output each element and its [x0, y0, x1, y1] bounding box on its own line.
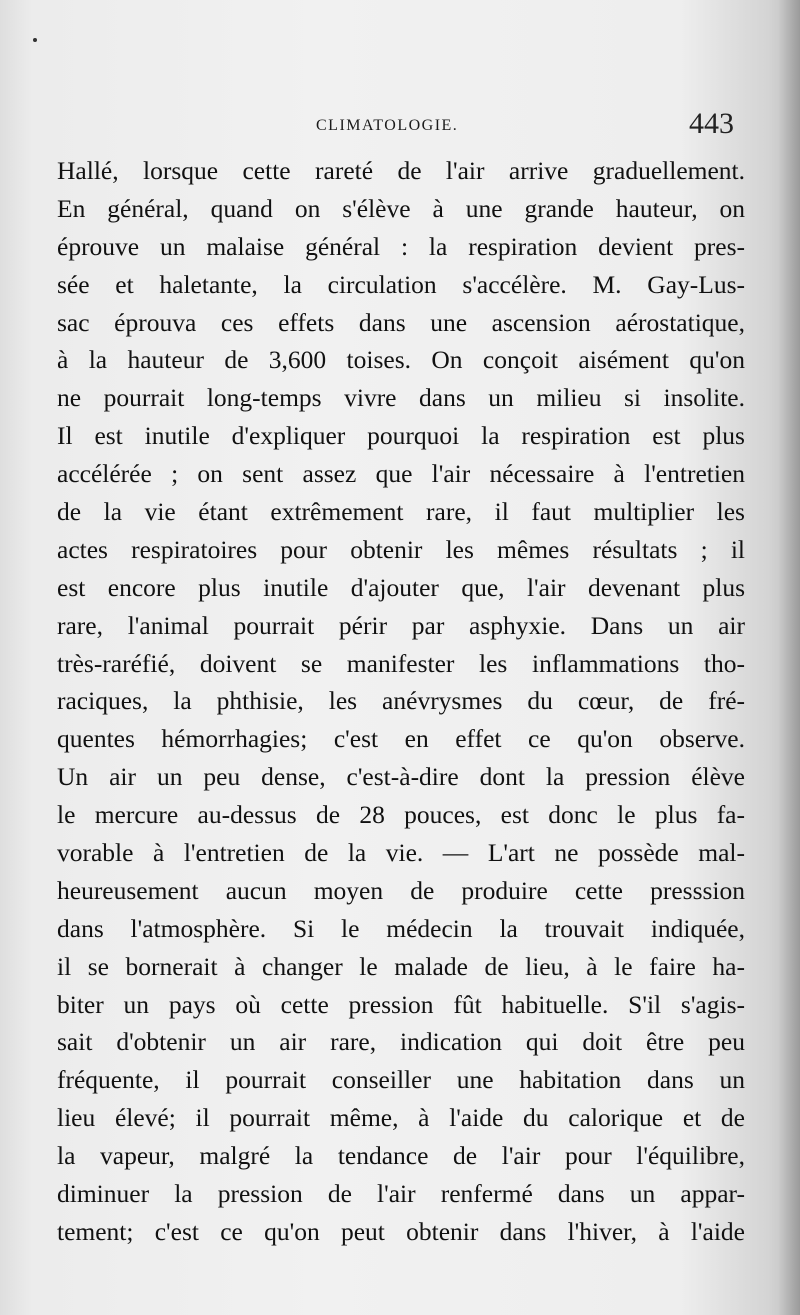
body-text	[57, 152, 745, 1251]
text-line: fréquente, il pourrait conseiller une habitation dans un	[57, 1065, 745, 1095]
text-line: quentes hémorrhagies; c'est en effet ce qu'on observe.	[57, 724, 745, 754]
text-line: le mercure au-dessus de 28 pouces, est donc le plus fa-	[57, 800, 745, 830]
text-line: il se bornerait à changer le malade de lieu, à le faire ha-	[57, 951, 745, 981]
text-line: actes respiratoires pour obtenir les mêmes résultats ; il	[57, 534, 745, 564]
text-line: éprouve un malaise général : la respiration devient pres-	[57, 231, 745, 261]
text-line: diminuer la pression de l'air renfermé dans un appar-	[57, 1179, 745, 1209]
text-line: à la hauteur de 3,600 toises. On conçoit aisément qu'on	[57, 345, 745, 375]
text-line: est encore plus inutile d'ajouter que, l'air devenant plus	[57, 572, 745, 602]
text-line: ne pourrait long-temps vivre dans un milieu si insolite.	[57, 383, 745, 413]
text-line: sait d'obtenir un air rare, indication qui doit être peu	[57, 1027, 745, 1057]
text-line: En général, quand on s'élève à une grande hauteur, on	[57, 193, 745, 223]
text-line: la vapeur, malgré la tendance de l'air pour l'équilibre,	[57, 1141, 745, 1171]
page-number: 443	[689, 107, 734, 140]
text-line: de la vie étant extrêmement rare, il faut multiplier les	[57, 497, 745, 527]
text-line: sée et haletante, la circulation s'accélère. M. Gay-Lus-	[57, 269, 745, 299]
running-header	[0, 107, 800, 143]
ink-speck	[33, 38, 37, 42]
text-line: Hallé, lorsque cette rareté de l'air arrive graduellement.	[57, 156, 745, 185]
text-line: Il est inutile d'expliquer pourquoi la respiration est plus	[57, 421, 745, 451]
text-line: accélérée ; on sent assez que l'air nécessaire à l'entretien	[57, 459, 745, 489]
text-line: heureusement aucun moyen de produire cette presssion	[57, 875, 745, 905]
text-line: biter un pays où cette pression fût habituelle. S'il s'agis-	[57, 989, 745, 1019]
text-line: vorable à l'entretien de la vie. — L'art ne possède mal-	[57, 838, 745, 868]
text-line: très-raréfié, doivent se manifester les inflammations tho-	[57, 648, 745, 678]
running-title: CLIMATOLOGIE.	[316, 117, 459, 134]
text-line: sac éprouva ces effets dans une ascension aérostatique,	[57, 307, 745, 337]
text-line: rare, l'animal pourrait périr par asphyxie. Dans un air	[57, 610, 745, 640]
text-line: tement; c'est ce qu'on peut obtenir dans l'hiver, à l'aide	[57, 1216, 745, 1246]
text-line: Un air un peu dense, c'est-à-dire dont la pression élève	[57, 762, 745, 792]
text-line: lieu élevé; il pourrait même, à l'aide du calorique et de	[57, 1103, 745, 1133]
text-line: dans l'atmosphère. Si le médecin la trouvait indiquée,	[57, 913, 745, 943]
text-line: raciques, la phthisie, les anévrysmes du cœur, de fré-	[57, 686, 745, 716]
